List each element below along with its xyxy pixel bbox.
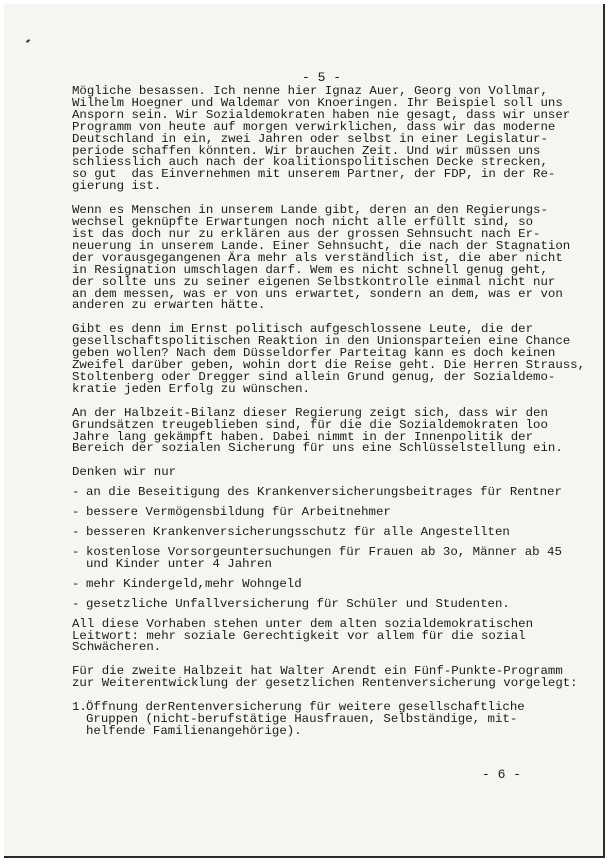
scan-mark — [26, 39, 30, 43]
text-line: Programm von heute auf morgen verwirklichen, dass wir das moderne — [72, 119, 556, 134]
text-line: der vorausgegangenen Ära mehr als verständlich ist, die aber nicht — [72, 250, 563, 265]
text-line: wechsel geknüpfte Erwartungen noch nicht alle erfüllt sind, so — [72, 215, 534, 230]
bullet-dash: - — [72, 505, 80, 520]
text-line: Wenn es Menschen in unserem Lande gibt, deren an den Regierungs- — [72, 203, 548, 218]
text-line: Schwächeren. — [72, 640, 162, 655]
list-item-text: mehr Kindergeld,mehr Wohngeld — [86, 576, 302, 591]
item-number: 1. — [72, 700, 87, 715]
text-line: Stoltenberg oder Dregger sind allein Grund genug, der Sozialdemo- — [72, 369, 556, 384]
paragraph — [72, 616, 562, 655]
bullet-dash: - — [72, 525, 80, 540]
list-item — [72, 547, 562, 571]
text-line: ist das doch nur zu erklären aus der grossen Sehnsucht nach Er- — [72, 226, 541, 241]
page-number: - 5 - — [302, 70, 342, 85]
text-line: Ansporn sein. Wir Sozialdemokraten haben nie gesagt, dass wir unser — [72, 107, 571, 122]
text-line: Deutschland in ein, zwei Jahren oder selbst in einer Legislatur- — [72, 131, 548, 146]
text-line: der sollte uns zu seiner eigenen Selbstkontrolle einmal nicht nur — [72, 274, 556, 289]
text-line: All diese Vorhaben stehen unter dem alten sozialdemokratischen — [72, 616, 534, 631]
text-line: Gibt es denn im Ernst politisch aufgeschlossene Leute, die der — [72, 322, 534, 337]
paragraph — [72, 405, 563, 456]
text-line: so gut das Einvernehmen mit unserem Partner, der FDP, in der Re- — [72, 167, 556, 182]
bullet-dash: - — [72, 545, 80, 559]
paragraph — [72, 322, 586, 396]
text-line: Wilhelm Hoegner und Waldemar von Knoeringen. Ihr Beispiel soll uns — [72, 95, 563, 110]
text-line: kratie jeden Erfolg zu wünschen. — [72, 381, 310, 396]
text-line: schliesslich auch nach der koalitionspolitischen Decke strecken, — [72, 155, 548, 170]
paragraph — [72, 664, 578, 691]
list-item-text: kostenlose Vorsorgeuntersuchungen für Frauen ab 3o, Männer ab 45 und Kinder unter 4 Jahren — [86, 545, 562, 571]
text-line: anderen zu erwarten hätte. — [72, 298, 266, 313]
list-item — [72, 527, 562, 539]
text-line: Grundsätzen treugeblieben sind, für die die Sozialdemokraten loo — [72, 417, 548, 432]
text-line: geben wollen? Nach dem Düsseldorfer Parteitag kann es doch keinen — [72, 346, 556, 361]
paragraph — [72, 203, 571, 313]
text-line: An der Halbzeit-Bilanz dieser Regierung zeigt sich, dass wir den — [72, 405, 548, 420]
text-line: Bereich der sozialen Sicherung für uns eine Schlüsselstellung ein. — [72, 441, 563, 456]
text-line: Leitwort: mehr soziale Gerechtigkeit vor allem für die sozial — [72, 628, 526, 643]
text-line: gesellschaftspolitischen Reaktion in den Unionsparteien eine Chance — [72, 334, 571, 349]
bullet-dash: - — [72, 576, 80, 591]
list-item-text: an die Beseitigung des Krankenversicherungsbeitrages für Rentner — [86, 485, 562, 500]
list-item-text: gesetzliche Unfallversicherung für Schüler und Studenten. — [86, 596, 510, 611]
text-line: zur Weiterentwicklung der gesetzlichen Rentenversicherung vorgelegt: — [72, 676, 578, 691]
list-item — [72, 487, 562, 499]
text-line: Für die zweite Halbzeit hat Walter Arendt ein Fünf-Punkte-Programm — [72, 664, 563, 679]
item-text: Öffnung derRentenversicherung für weitere gesellschaftliche Gruppen (nicht-berufstätige Hausfrauen, Selbständige, mit- helfende Familienangehörige). — [86, 700, 525, 738]
list-item — [72, 576, 562, 591]
list-heading: Denken wir nur — [72, 465, 177, 480]
text-line: Jahre lang gekämpft haben. Dabei nimmt in der Innenpolitik der — [72, 429, 534, 444]
document-body — [72, 84, 586, 738]
bullet-list — [72, 487, 562, 610]
text-line: Zweifel darüber geben, wohin dort die Reise geht. Die Herren Strauss, — [72, 358, 586, 373]
text-line: Mögliche besassen. Ich nenne hier Ignaz Auer, Georg von Vollmar, — [72, 84, 548, 98]
list-item — [72, 507, 562, 519]
bullet-dash: - — [72, 596, 80, 611]
text-line: neuerung in unserem Lande. Einer Sehnsucht, die nach der Stagnation — [72, 238, 571, 253]
text-line: gierung ist. — [72, 179, 162, 194]
continuation-marker: - 6 - — [482, 767, 522, 782]
list-item-text: bessere Vermögensbildung für Arbeitnehmer — [86, 505, 391, 520]
paragraph — [72, 84, 571, 194]
list-item — [72, 596, 562, 611]
text-line: an dem messen, was er von uns erwartet, sondern an dem, was er von — [72, 286, 563, 301]
numbered-list-item — [72, 702, 562, 738]
list-item-text: besseren Krankenversicherungsschutz für alle Angestellten — [86, 525, 510, 540]
document-page — [4, 4, 605, 858]
text-line: in Resignation umschlagen darf. Wem es nicht schnell genug geht, — [72, 262, 548, 277]
text-line: periode schaffen könnten. Wir brauchen Zeit. Und wir müssen uns — [72, 143, 541, 158]
bullet-dash: - — [72, 485, 80, 500]
